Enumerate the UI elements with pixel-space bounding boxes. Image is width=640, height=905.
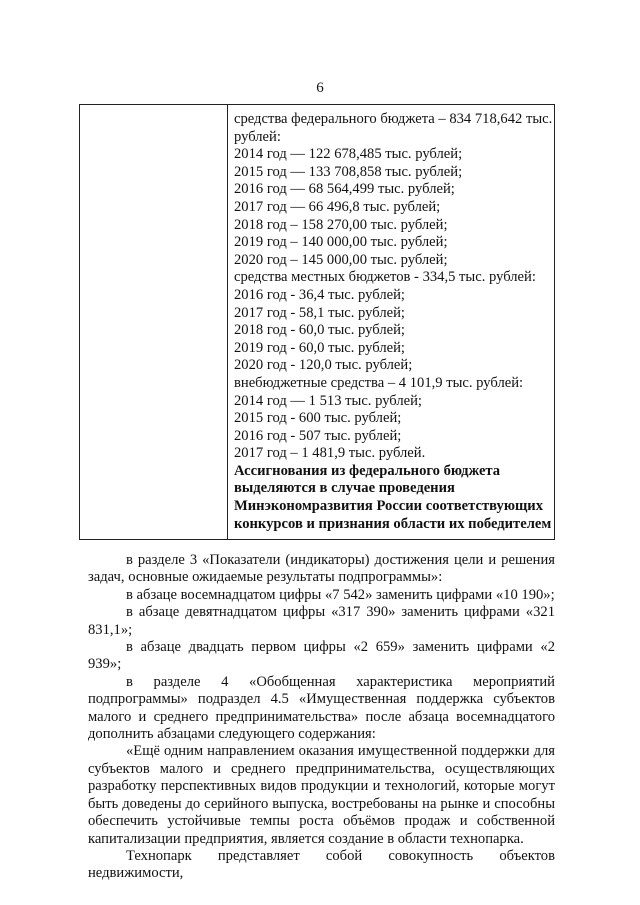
table-line: 2017 год – 1 481,9 тыс. рублей. — [234, 445, 426, 462]
table-line: 2017 год - 58,1 тыс. рублей; — [234, 304, 405, 321]
table-line: 2018 год - 60,0 тыс. рублей; — [234, 322, 405, 339]
column-divider — [227, 105, 228, 539]
paragraph-amend-18: в абзаце восемнадцатом цифры «7 542» заменить цифрами «10 190»; — [126, 586, 555, 603]
table-line: 2016 год - 507 тыс. рублей; — [234, 427, 402, 444]
table-line: 2019 год – 140 000,00 тыс. рублей; — [234, 234, 448, 251]
table-line: 2020 год – 145 000,00 тыс. рублей; — [234, 251, 448, 268]
table-line: 2017 год — 66 496,8 тыс. рублей; — [234, 198, 441, 215]
paragraph-technopark-definition: Технопарк представляет собой совокупность объектов недвижимости, — [88, 847, 555, 882]
table-line: средства федерального бюджета – 834 718,642 тыс. — [234, 111, 553, 127]
table-line: 2016 год - 36,4 тыс. рублей; — [234, 286, 405, 303]
funding-note-line: выделяются в случае проведения — [234, 480, 455, 497]
budget-table — [79, 104, 555, 540]
table-line: рублей: — [234, 128, 281, 145]
table-line: средства местных бюджетов - 334,5 тыс. рублей: — [234, 269, 536, 286]
table-line: 2014 год — 1 513 тыс. рублей; — [234, 392, 422, 409]
table-line: 2020 год - 120,0 тыс. рублей; — [234, 357, 413, 374]
funding-note-line: Ассигнования из федерального бюджета — [234, 462, 501, 479]
paragraph-quote-technopark: «Ещё одним направлением оказания имущественной поддержки для субъектов малого и среднего предпринимательства, осуществляющих разработку перспективных видов продукции и технологий, которые могут быть доведены до серийного выпуска, востребованы на рынке и способны обеспечить устойчивые темпы роста объёмов продаж и собственной капитализации предприятия, является создание в области технопарка. — [88, 743, 555, 847]
funding-note-line: конкурсов и признания области их победителем — [234, 515, 552, 532]
table-line: 2018 год – 158 270,00 тыс. рублей; — [234, 216, 448, 233]
paragraph-amend-19: в абзаце девятнадцатом цифры «317 390» заменить цифрами «321 831,1»; — [88, 604, 555, 638]
table-line: 2019 год - 60,0 тыс. рублей; — [234, 339, 405, 356]
budget-cell — [234, 111, 552, 533]
paragraph-amend-21: в абзаце двадцать первом цифры «2 659» заменить цифрами «2 939»; — [88, 639, 555, 673]
table-line: 2014 год — 122 678,485 тыс. рублей; — [234, 146, 463, 163]
body-text — [88, 552, 555, 883]
paragraph-section-4: в разделе 4 «Обобщенная характеристика мероприятий подпрограммы» подраздел 4.5 «Имущественная поддержка субъектов малого и среднего предпринимательства» после абзаца восемнадцатого дополнить абзацами следующего содержания: — [88, 673, 555, 743]
table-line: 2015 год — 133 708,858 тыс. рублей; — [234, 163, 463, 180]
paragraph-section-3: в разделе 3 «Показатели (индикаторы) достижения цели и решения задач, основные ожидаемые результаты подпрограммы»: — [88, 552, 555, 586]
table-line: внебюджетные средства – 4 101,9 тыс. рублей: — [234, 374, 524, 391]
table-line: 2016 год — 68 564,499 тыс. рублей; — [234, 181, 455, 198]
page-number: 6 — [316, 80, 324, 96]
funding-note-line: Минэкономразвития России соответствующих — [234, 498, 543, 515]
table-line: 2015 год - 600 тыс. рублей; — [234, 410, 402, 427]
